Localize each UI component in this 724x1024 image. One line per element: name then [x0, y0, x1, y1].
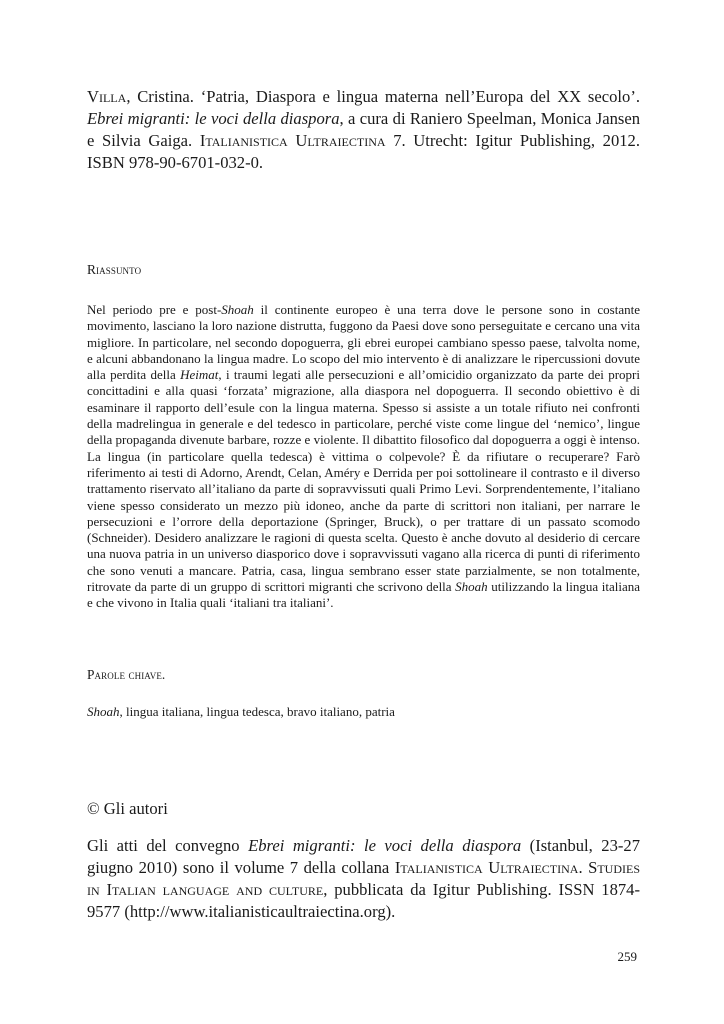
- abstract-part-1: Nel periodo pre e post-: [87, 302, 222, 317]
- abstract-heimat: Heimat: [180, 367, 219, 383]
- abstract-shoah-2: Shoah: [455, 579, 488, 595]
- copyright-notice: © Gli autori: [87, 799, 168, 818]
- parole-chiave-heading: Parole chiave.: [87, 667, 166, 682]
- conference-part-1: Gli atti del convegno: [87, 836, 249, 855]
- keywords-list: [87, 704, 640, 720]
- keywords-rest: , lingua italiana, lingua tedesca, bravo italiano, patria: [119, 704, 395, 719]
- citation-series: Italianistica Ultraiectina: [199, 131, 386, 150]
- keyword-shoah: Shoah: [87, 704, 120, 719]
- riassunto-heading: Riassunto: [87, 262, 142, 277]
- citation-author-first: , Cristina.: [126, 87, 201, 106]
- abstract-part-4: utilizzando la lingua italiana e che vivono in Italia quali ‘italiani tra italiani’.: [87, 579, 640, 611]
- citation-article-title: ‘Patria, Diaspora e lingua materna nell’Europa del XX secolo’.: [200, 87, 640, 106]
- citation: [87, 86, 640, 174]
- conference-part-2: (Istanbul, 23-27 giugno 2010) sono il volume 7 della collana: [87, 836, 640, 877]
- abstract-part-3: , i traumi legati alle persecuzioni e all’omicidio organizzato da parte dei propri concittadini e alla quasi ‘forzata’ migrazione, alla diaspora nel dopoguerra. Il secondo obiettivo è di esaminare il rapporto dell’esule con la lingua materna. Spesso si assiste a un totale rifiuto nei confronti della madrelingua in generale e del tedesco in particolare, perché viste come lingue del ‘nemico’, lingue della propaganda divenute barbare, rozze e violente. Il dibattito filosofico dal dopoguerra a oggi è intenso. La lingua (in particolare quella tedesca) è vittima o colpevole? È da rifiutare o recuperare? Farò riferimento ai testi di Adorno, Arendt, Celan, Améry e Derrida per poi sottolineare il contrasto e il diverso trattamento riservato all’italiano da parte di sopravvissuti quali Primo Levi. Sorprendentemente, l’italiano viene spesso considerato un mezzo più idoneo, anche da parte di scrittori non italiani, per narrare le persecuzioni e l’orrore della deportazione (Springer, Bruck), o per trattare di un passato scomodo (Schneider). Desidero analizzare le ragioni di questa scelta. Questo è anche dovuto al desiderio di cercare una nuova patria in un universo diasporico dove i sopravvissuti vagano alla ricerca di punti di riferimento che sono venuti a mancare. Patria, casa, lingua sembrano esser state parzialmente, se non totalmente, ritrovate da parte di un gruppo di scrittori migranti che scrivono della: [87, 367, 640, 595]
- abstract-shoah-1: Shoah: [221, 302, 254, 317]
- conference-note: [87, 835, 640, 923]
- conference-title: Ebrei migranti: le voci della diaspora: [248, 836, 522, 855]
- conference-series: Italianistica Ultraiectina. Studies in Italian language and culture: [87, 858, 641, 899]
- citation-editors: , a cura di Raniero Speelman, Monica Jansen e Silvia Gaiga.: [87, 109, 640, 150]
- page-number: 259: [617, 949, 637, 964]
- citation-publication: 7. Utrecht: Igitur Publishing, 2012. ISBN 978-90-6701-032-0.: [87, 131, 640, 172]
- citation-author-last: Villa: [87, 87, 127, 106]
- abstract-text: [87, 302, 640, 612]
- abstract-part-2: il continente europeo è una terra dove le persone sono in costante movimento, lasciano la loro nazione distrutta, fuggono da Paesi dove sono perseguitate e cercano una vita migliore. In particolare, nel secondo dopoguerra, gli ebrei europei cambiano spesso paese, talvolta nome, e alcuni abbandonano la lingua madre. Lo scopo del mio intervento è di analizzare le ripercussioni dovute alla perdita della: [87, 302, 640, 383]
- conference-part-3: , pubblicata da Igitur Publishing. ISSN 1874-9577 (http://www.italianisticaultraiectina.org).: [87, 880, 641, 921]
- citation-book-title: Ebrei migranti: le voci della diaspora: [87, 109, 340, 128]
